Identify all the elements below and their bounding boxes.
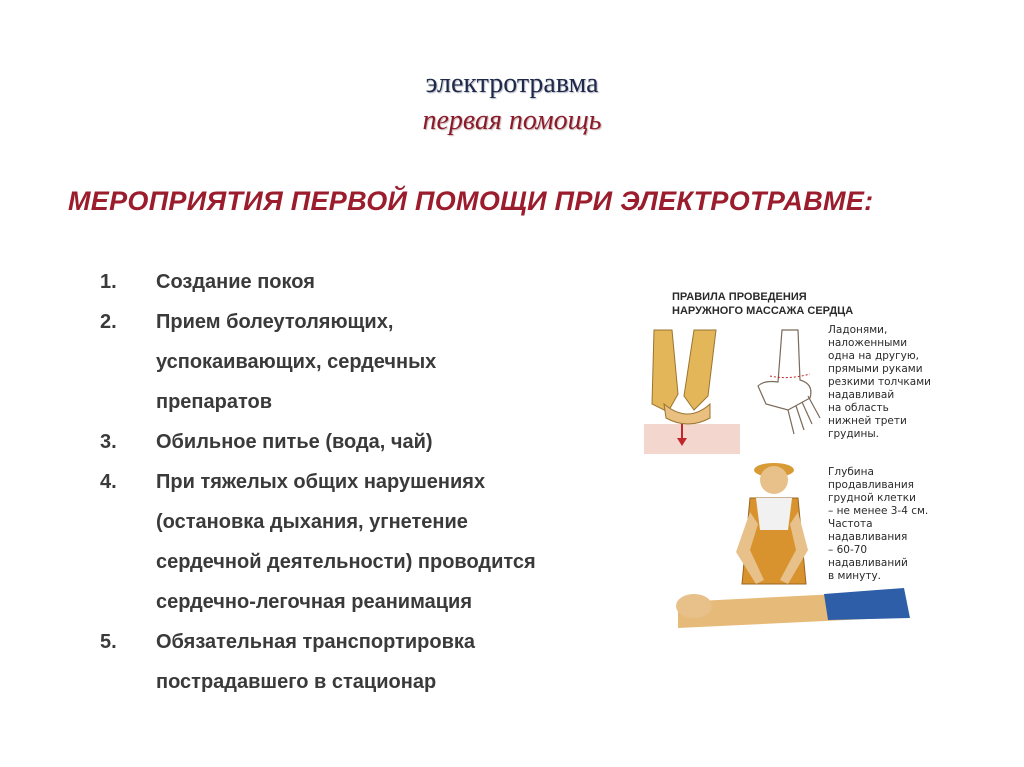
slide-title	[0, 66, 1024, 140]
note-line: в минуту.	[828, 570, 882, 582]
patient-icon	[676, 588, 910, 628]
palm-placement-icon	[758, 330, 820, 434]
note-line: продавливания	[828, 479, 914, 491]
list-item	[100, 262, 640, 302]
item-text	[156, 422, 640, 462]
item-line: Обязательная транспортировка	[156, 631, 476, 653]
note-line: надавливания	[828, 531, 908, 543]
item-number: 5.	[100, 631, 117, 653]
item-number: 3.	[100, 431, 117, 453]
item-line: препаратов	[156, 391, 273, 413]
poster-title-line: ПРАВИЛА ПРОВЕДЕНИЯ	[672, 291, 807, 303]
item-number: 2.	[100, 311, 117, 333]
item-line: При тяжелых общих нарушениях	[156, 471, 486, 493]
note-line: Глубина	[828, 466, 874, 478]
slide-title-line2: первая помощь	[422, 105, 602, 136]
item-line: пострадавшего в стационар	[156, 671, 437, 693]
item-line: успокаивающих, сердечных	[156, 351, 437, 373]
note-line: – не менее 3-4 см.	[828, 505, 929, 517]
poster-title-line: НАРУЖНОГО МАССАЖА СЕРДЦА	[672, 305, 854, 317]
hands-on-chest-icon	[644, 330, 740, 454]
item-text	[156, 462, 640, 622]
item-line: (остановка дыхания, угнетение	[156, 511, 468, 533]
item-line: Обильное питье (вода, чай)	[156, 431, 433, 453]
item-text	[156, 622, 640, 702]
note-line: резкими толчками	[828, 376, 931, 388]
rescuer-icon	[736, 463, 808, 584]
note-line: надавливай	[828, 389, 895, 401]
note-depth-rate	[828, 466, 928, 583]
note-line: на область	[828, 402, 889, 414]
measures-list	[100, 262, 640, 702]
note-line: Ладонями,	[828, 324, 888, 336]
item-line: Создание покоя	[156, 271, 315, 293]
item-number: 1.	[100, 271, 117, 293]
list-item	[100, 462, 640, 622]
note-line: нижней трети	[828, 415, 907, 427]
list-item	[100, 422, 640, 462]
note-line: – 60-70	[828, 544, 868, 556]
cpr-illustration	[638, 284, 968, 644]
item-line: Прием болеутоляющих,	[156, 311, 394, 333]
item-line: сердечной деятельности) проводится	[156, 551, 536, 573]
item-text	[156, 302, 640, 422]
note-line: грудины.	[828, 428, 879, 440]
section-heading: МЕРОПРИЯТИЯ ПЕРВОЙ ПОМОЩИ ПРИ ЭЛЕКТРОТРАВМЕ:	[68, 186, 874, 216]
item-number: 4.	[100, 471, 117, 493]
list-item	[100, 622, 640, 702]
note-hand-position	[828, 324, 931, 441]
note-line: грудной клетки	[828, 492, 916, 504]
note-line: прямыми руками	[828, 363, 923, 375]
slide-title-line1: электротравма	[425, 68, 599, 99]
note-line: надавливаний	[828, 557, 908, 569]
note-line: Частота	[828, 518, 873, 530]
note-line: наложенными	[828, 337, 908, 349]
item-text	[156, 262, 640, 302]
note-line: одна на другую,	[828, 350, 920, 362]
list-item	[100, 302, 640, 422]
item-line: сердечно-легочная реанимация	[156, 591, 472, 613]
